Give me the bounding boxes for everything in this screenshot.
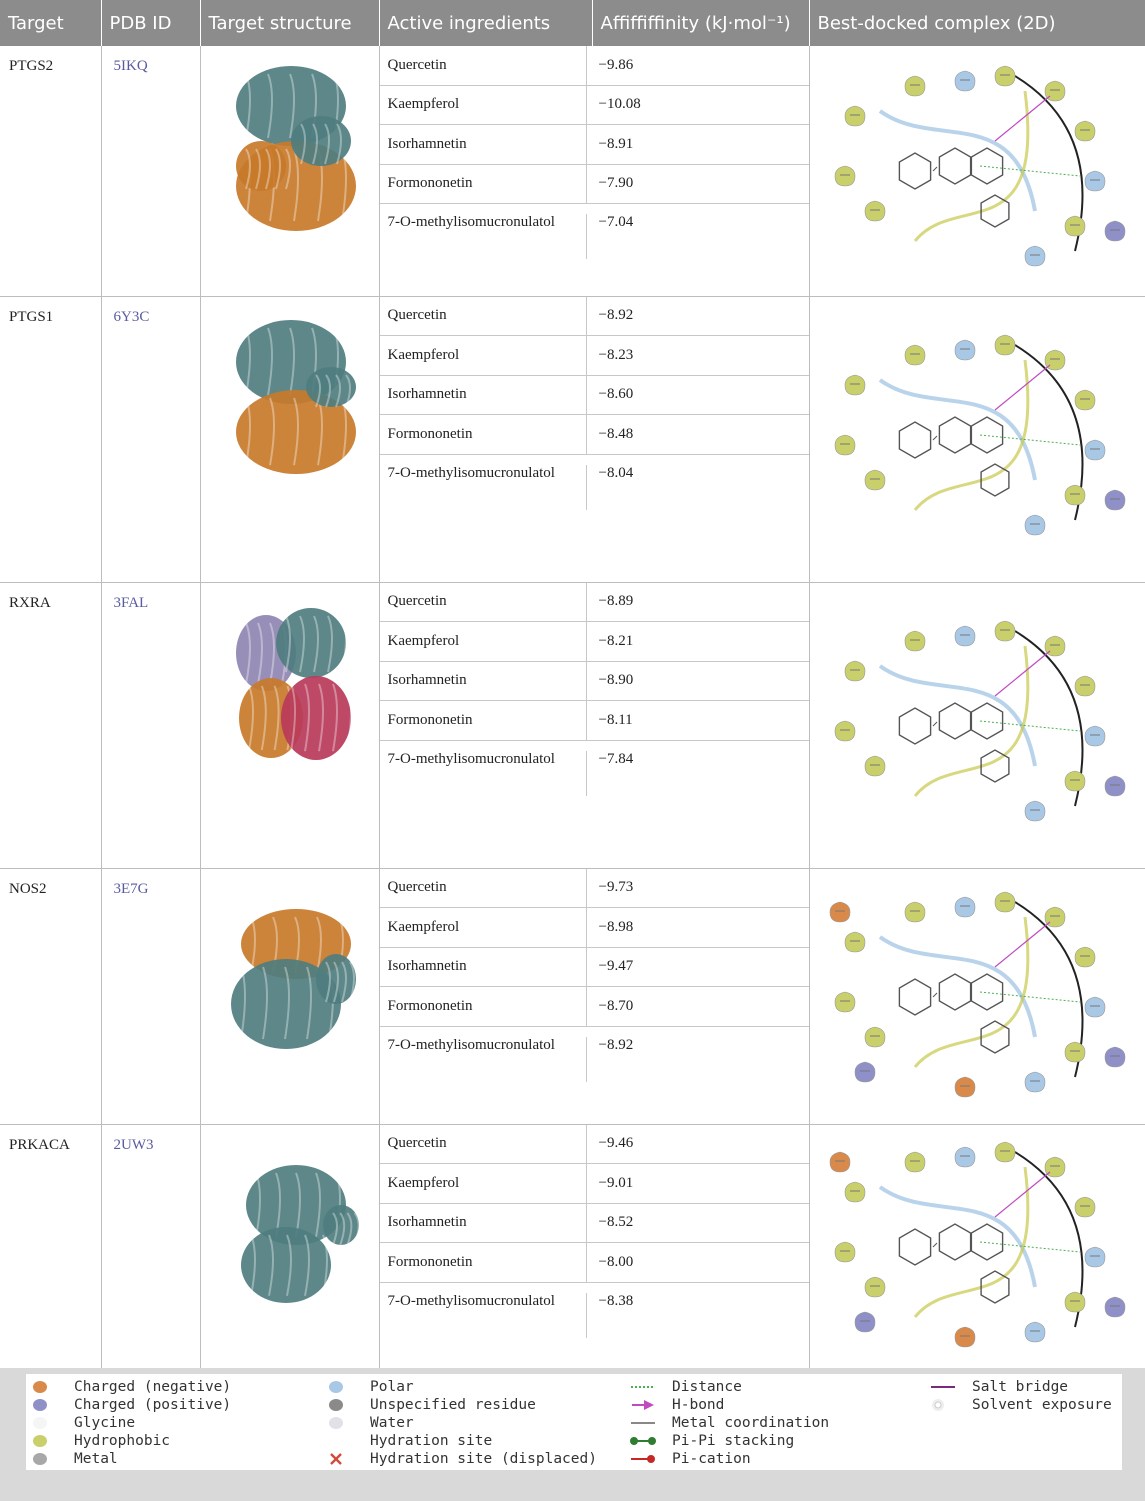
ingredient-name: Kaempferol: [387, 632, 460, 649]
ingredient-row: [380, 415, 809, 455]
docked-complex-diagram: [809, 582, 1145, 868]
ingredient-name: Isorhamnetin: [387, 672, 467, 689]
ingredient-name: Quercetin: [387, 1135, 447, 1152]
pdb-id-link[interactable]: 2UW3: [101, 1124, 200, 1368]
protein-structure-image: [200, 46, 379, 296]
target-name: RXRA: [0, 582, 101, 868]
affinity-value: −8.92: [586, 1037, 809, 1082]
ingredient-row: [380, 583, 809, 623]
pdb-id-link[interactable]: 6Y3C: [101, 296, 200, 582]
affinity-value: −7.04: [586, 214, 809, 259]
header-pdb-id: PDB ID: [101, 0, 200, 46]
affinity-value: −7.90: [586, 165, 809, 204]
ingredient-row: [380, 701, 809, 741]
affinity-value: −8.91: [586, 125, 809, 164]
ingredient-row: [380, 1027, 809, 1082]
ingredient-row: [380, 165, 809, 205]
ingredient-name: Quercetin: [387, 307, 447, 324]
ingredient-name: Formononetin: [387, 175, 473, 192]
affinity-value: −8.11: [586, 701, 809, 740]
ingredient-row: [380, 662, 809, 702]
table-row: [0, 1124, 1145, 1368]
ingredients-affinity-cell: [379, 582, 809, 868]
table-row: [0, 46, 1145, 296]
ingredient-name: Formononetin: [387, 1253, 473, 1270]
ingredients-affinity-cell: [379, 868, 809, 1124]
ingredient-name: Formononetin: [387, 997, 473, 1014]
ingredient-name: Kaempferol: [387, 346, 460, 363]
ingredient-row: [380, 1283, 809, 1338]
ingredients-affinity-cell: [379, 1124, 809, 1368]
ingredient-name: 7-O-methylisomucronulatol: [387, 750, 555, 767]
affinity-value: −9.47: [586, 948, 809, 987]
ingredient-name: Quercetin: [387, 879, 447, 896]
protein-structure-image: [200, 868, 379, 1124]
affinity-value: −8.98: [586, 908, 809, 947]
ingredient-row: [380, 455, 809, 510]
ingredient-name: Quercetin: [387, 56, 447, 73]
header-active-ingredients: Active ingredients: [379, 0, 592, 46]
ingredient-name: Isorhamnetin: [387, 135, 467, 152]
ingredient-row: [380, 1243, 809, 1283]
docked-complex-diagram: [809, 1124, 1145, 1368]
ingredient-name: 7-O-methylisomucronulatol: [387, 464, 555, 481]
ingredient-row: [380, 376, 809, 416]
affinity-value: −9.01: [586, 1164, 809, 1203]
affinity-value: −8.23: [586, 336, 809, 375]
ingredient-row: [380, 622, 809, 662]
ingredient-name: 7-O-methylisomucronulatol: [387, 214, 555, 230]
ingredient-name: Isorhamnetin: [387, 1214, 467, 1231]
ingredient-row: [380, 1164, 809, 1204]
header-target-structure: Target structure: [200, 0, 379, 46]
protein-structure-image: [200, 582, 379, 868]
affinity-value: −8.90: [586, 662, 809, 701]
pdb-id-link[interactable]: 3E7G: [101, 868, 200, 1124]
ingredient-row: [380, 869, 809, 909]
ingredient-row: [380, 46, 809, 86]
ingredient-row: [380, 336, 809, 376]
affinity-value: −8.89: [586, 583, 809, 622]
target-name: PTGS1: [0, 296, 101, 582]
ingredient-name: 7-O-methylisomucronulatol: [387, 1292, 555, 1309]
ingredient-row: [380, 1204, 809, 1244]
ingredient-name: Quercetin: [387, 593, 447, 610]
target-name: NOS2: [0, 868, 101, 1124]
ingredient-row: [380, 1125, 809, 1165]
ingredient-name: 7-O-methylisomucronulatol: [387, 1036, 555, 1053]
ingredient-name: Kaempferol: [387, 1174, 460, 1191]
pdb-id-link[interactable]: 5IKQ: [101, 46, 200, 296]
table-row: [0, 296, 1145, 582]
affinity-value: −8.00: [586, 1243, 809, 1282]
legend-box: Charged (negative) Charged (positive) Glycine Hydrophobic Metal Polar Unspecified residue Water Hydration site Hydration site (displaced) Distance H-bond Metal coordination Pi-Pi stacking Pi-cation Salt bridge Solvent exposure: [26, 1374, 1122, 1470]
ingredient-row: [380, 125, 809, 165]
affinity-value: −8.60: [586, 376, 809, 415]
affinity-value: −7.84: [586, 751, 809, 796]
ingredient-row: [380, 297, 809, 337]
table-row: [0, 582, 1145, 868]
ingredient-row: [380, 987, 809, 1027]
ingredient-name: Kaempferol: [387, 96, 460, 113]
ingredients-affinity-cell: [379, 46, 809, 296]
affinity-value: −8.48: [586, 415, 809, 454]
affinity-value: −9.46: [586, 1125, 809, 1164]
ingredient-row: [380, 204, 809, 259]
ingredient-name: Formononetin: [387, 425, 473, 442]
legend-panel: [0, 1368, 1145, 1501]
target-name: PTGS2: [0, 46, 101, 296]
affinity-value: −9.73: [586, 869, 809, 908]
header-row: [0, 0, 1145, 46]
header-best-docked-complex: Best-docked complex (2D): [809, 0, 1145, 46]
docked-complex-diagram: [809, 296, 1145, 582]
affinity-value: −8.52: [586, 1204, 809, 1243]
ingredients-affinity-cell: [379, 296, 809, 582]
affinity-value: −10.08: [586, 86, 809, 125]
ingredient-name: Formononetin: [387, 711, 473, 728]
pdb-id-link[interactable]: 3FAL: [101, 582, 200, 868]
affinity-value: −8.70: [586, 987, 809, 1026]
target-name: PRKACA: [0, 1124, 101, 1368]
table-row: [0, 868, 1145, 1124]
affinity-value: −8.04: [586, 465, 809, 510]
affinity-value: −8.38: [586, 1293, 809, 1338]
ingredient-name: Isorhamnetin: [387, 958, 467, 975]
protein-structure-image: [200, 296, 379, 582]
protein-structure-image: [200, 1124, 379, 1368]
ingredient-name: Kaempferol: [387, 918, 460, 935]
ingredient-row: [380, 908, 809, 948]
header-affinity: Affiffiffinity (kJ·mol⁻¹): [592, 0, 809, 46]
affinity-value: −9.86: [586, 46, 809, 85]
docked-complex-diagram: [809, 46, 1145, 296]
ingredient-row: [380, 741, 809, 796]
affinity-value: −8.92: [586, 297, 809, 336]
ingredient-row: [380, 948, 809, 988]
affinity-value: −8.21: [586, 622, 809, 661]
ingredient-row: [380, 86, 809, 126]
ingredient-name: Isorhamnetin: [387, 386, 467, 403]
header-target: Target: [0, 0, 101, 46]
docked-complex-diagram: [809, 868, 1145, 1124]
